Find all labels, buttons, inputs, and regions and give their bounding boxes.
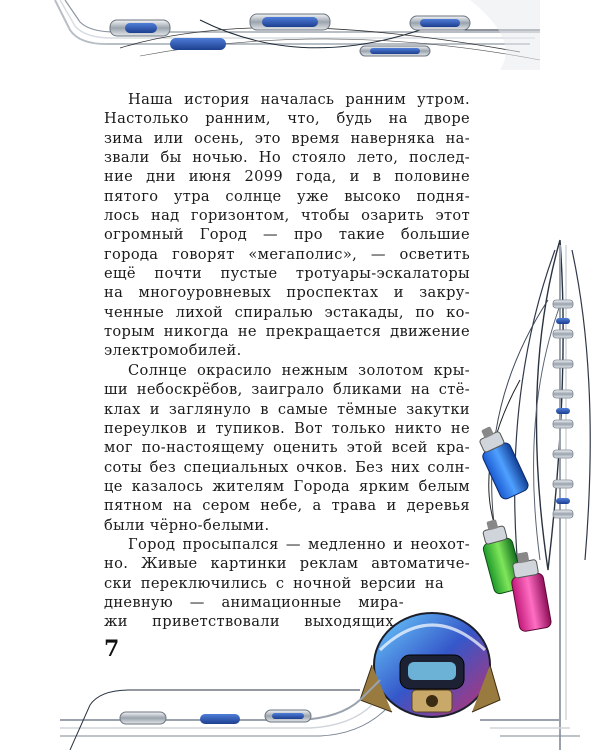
text-line: электромобилей. (104, 342, 242, 360)
text-line: зима или осень, это время наверняка на- (104, 129, 470, 147)
paragraph-3 (104, 535, 470, 632)
text-line: ещё почти пустые тротуары-эскалаторы (104, 265, 470, 283)
body-text (104, 90, 470, 632)
text-line: ски переключились с ночной версии на (104, 574, 444, 592)
text-line: ши небоскрёбов, заиграло бликами на стё- (104, 381, 470, 399)
text-line: города говорят «мегаполис», — осветить (104, 245, 470, 263)
text-line: клах и заглянуло в самые тёмные закутки (104, 400, 470, 418)
text-line: на многоуровневых проспектах и закру- (104, 284, 470, 302)
text-line: пятого утра солнце уже высоко подня- (104, 187, 470, 205)
text-line: огромный Город — про такие большие (104, 226, 470, 244)
paragraph-1 (104, 90, 470, 361)
bottom-frame (60, 680, 580, 750)
text-line: Настолько ранним, что, будь на дворе (104, 110, 470, 128)
text-line: дневную — анимационные мира- (104, 593, 404, 611)
text-line: лось над горизонтом, чтобы озарить этот (104, 207, 470, 225)
text-line: Наша история началась ранним утром. (128, 91, 470, 108)
text-line: торым никогда не прекращается движение (104, 323, 470, 341)
text-line: пятном на сером небе, а трава и деревья (104, 497, 470, 515)
text-line: звали бы ночью. Но стояло лето, послед- (104, 149, 470, 167)
text-line: соты без специальных очков. Без них солн- (104, 458, 470, 476)
text-line: были чёрно-белыми. (104, 516, 270, 534)
text-line: це казалось жителям Города ярким белым (104, 477, 470, 495)
spray-cans-illustration (472, 422, 552, 632)
paragraph-2 (104, 361, 470, 535)
text-line: ченные лихой спиралью эстакады, по ко- (104, 303, 470, 321)
text-line: переулков и тупиков. Вот только никто не (104, 419, 470, 437)
text-line: ние дни июня 2099 года, и в половине (104, 168, 470, 186)
page-number: 7 (104, 636, 120, 662)
text-line: Город просыпался — медленно и неохот- (128, 535, 470, 553)
top-frame (55, 0, 540, 70)
text-line: мог по-настоящему оценить этой всей кра- (104, 439, 470, 457)
text-line: жи приветствовали выходящих (104, 613, 394, 631)
text-line: но. Живые картинки реклам автоматиче- (104, 555, 470, 573)
text-line: Солнце окрасило нежным золотом кры- (128, 361, 470, 379)
